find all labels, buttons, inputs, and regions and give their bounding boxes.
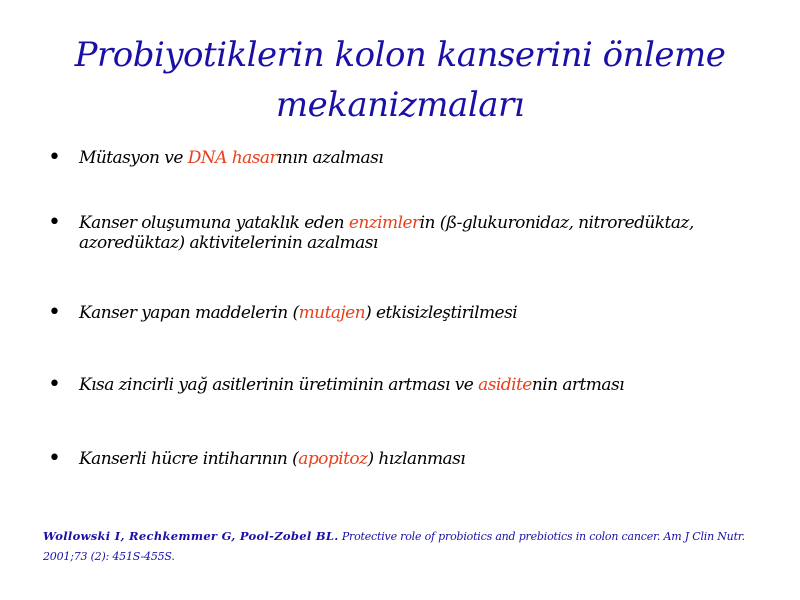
bullet-text-after: ının azalması — [277, 148, 384, 168]
bullet-text-after: in (ß-glukuronidaz, nitroredüktaz, azoredüktaz) aktivitelerinin azalması — [79, 213, 694, 253]
bullet-text-before: Kanser yapan maddelerin ( — [79, 303, 299, 323]
bullet-text — [79, 213, 758, 253]
bullet-item — [48, 210, 758, 253]
bullet-item — [48, 300, 758, 325]
bullet-item — [48, 372, 758, 397]
bullet-icon: • — [48, 145, 61, 170]
bullet-highlight: mutajen — [298, 303, 366, 323]
bullet-text — [79, 375, 758, 395]
bullet-text-before: Kanser oluşumuna yataklık eden — [79, 213, 349, 233]
bullet-text-before: Kısa zincirli yağ asitlerinin üretiminin artması ve — [79, 375, 479, 395]
bullet-item — [48, 145, 758, 170]
bullet-highlight: DNA hasar — [187, 148, 278, 168]
citation — [43, 526, 753, 567]
bullet-icon: • — [48, 210, 61, 235]
bullet-highlight: asidite — [478, 375, 532, 395]
bullet-text-after: nin artması — [531, 375, 625, 395]
bullet-text-after: ) etkisizleştirilmesi — [365, 303, 518, 323]
citation-authors: Wollowski I, Rechkemmer G, Pool-Zobel BL. — [43, 529, 339, 543]
bullet-text-after: ) hızlanması — [367, 449, 466, 469]
bullet-icon: • — [48, 372, 61, 397]
bullet-item — [48, 446, 758, 471]
bullet-icon: • — [48, 446, 61, 471]
bullet-icon: • — [48, 300, 61, 325]
bullet-highlight: apopitoz — [298, 449, 368, 469]
bullet-text — [79, 148, 758, 168]
bullet-text — [79, 303, 758, 323]
bullet-text — [79, 449, 758, 469]
bullet-text-before: Mütasyon ve — [79, 148, 188, 168]
title-line-2: mekanizmaları — [275, 85, 525, 125]
bullet-text-before: Kanserli hücre intiharının ( — [79, 449, 299, 469]
citation-text: Protective role of probiotics and prebiotics in colon cancer. Am J Clin Nutr. 2001;73 (2): 451S-455S. — [43, 530, 745, 563]
bullet-highlight: enzimler — [348, 213, 420, 233]
title-line-1: Probiyotiklerin kolon kanserini önleme — [74, 35, 726, 75]
